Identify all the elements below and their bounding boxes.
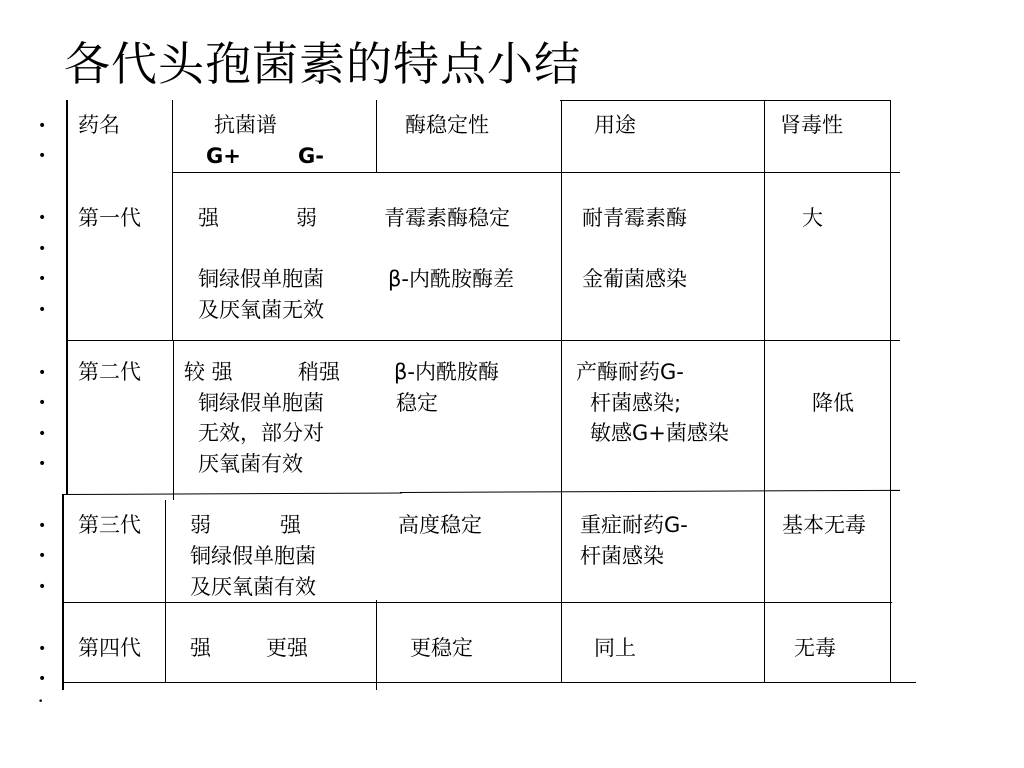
nephrotoxicity: 大 <box>802 206 823 230</box>
grid-line <box>66 100 68 494</box>
bullet: • <box>38 641 47 657</box>
header-nephrotoxicity: 肾毒性 <box>780 113 843 137</box>
grid-line <box>66 340 900 341</box>
generation-label: 第二代 <box>78 360 141 384</box>
bullet: • <box>38 671 47 687</box>
bullet: • <box>38 118 47 134</box>
enzyme-stability: 高度稳定 <box>398 513 482 537</box>
clinical-usage: 产酶耐药G- <box>576 360 684 384</box>
enzyme-stability: β-内酰胺酶 <box>394 360 499 384</box>
bullet: • <box>38 302 47 318</box>
bullet: • <box>38 395 47 411</box>
grid-line <box>62 493 402 495</box>
bullet: • <box>38 456 47 472</box>
grid-line <box>376 100 377 172</box>
spectrum-note: 及厌氧菌有效 <box>190 575 316 599</box>
bullet: • <box>38 271 47 287</box>
enzyme-stability: 青霉素酶稳定 <box>384 206 510 230</box>
spectrum-gram-negative: 稍强 <box>298 360 340 384</box>
grid-line <box>165 500 166 682</box>
enzyme-stability: β-内酰胺酶差 <box>388 267 514 291</box>
spectrum-note: 铜绿假单胞菌 <box>198 391 324 415</box>
grid-line <box>560 100 890 101</box>
bullet: • <box>38 148 47 164</box>
clinical-usage: 同上 <box>594 636 636 660</box>
clinical-usage: 耐青霉素酶 <box>582 206 687 230</box>
grid-line <box>62 494 64 690</box>
spectrum-gram-negative: 更强 <box>266 636 308 660</box>
nephrotoxicity: 无毒 <box>794 636 836 660</box>
header-gram-negative: G- <box>298 144 324 168</box>
clinical-usage: 重症耐药G- <box>580 513 688 537</box>
bullet: • <box>38 697 44 707</box>
spectrum-note: 铜绿假单胞菌 <box>190 544 316 568</box>
grid-line <box>173 340 174 500</box>
clinical-usage: 敏感G+菌感染 <box>590 421 729 445</box>
grid-line <box>890 100 891 682</box>
spectrum-gram-positive: 较 强 <box>184 360 233 384</box>
spectrum-gram-negative: 弱 <box>296 206 317 230</box>
enzyme-stability: 更稳定 <box>410 636 473 660</box>
header-gram-positive: G+ <box>206 144 241 168</box>
grid-line <box>62 602 892 603</box>
bullet: • <box>38 365 47 381</box>
spectrum-gram-negative: 强 <box>280 513 301 537</box>
bullet: • <box>38 426 47 442</box>
clinical-usage: 金葡菌感染 <box>582 267 687 291</box>
spectrum-gram-positive: 强 <box>190 636 211 660</box>
spectrum-note: 铜绿假单胞菌 <box>198 267 324 291</box>
spectrum-note: 及厌氧菌无效 <box>198 298 324 322</box>
bullet: • <box>38 548 47 564</box>
grid-line <box>561 100 562 682</box>
header-name: 药名 <box>78 113 120 137</box>
bullet: • <box>38 241 47 257</box>
bullet: • <box>38 518 47 534</box>
generation-label: 第一代 <box>78 206 141 230</box>
grid-line <box>62 682 916 683</box>
generation-label: 第四代 <box>78 636 141 660</box>
grid-line <box>400 490 900 493</box>
bullet: • <box>38 579 47 595</box>
header-spectrum: 抗菌谱 <box>214 113 277 137</box>
spectrum-gram-positive: 强 <box>198 206 219 230</box>
generation-label: 第三代 <box>78 513 141 537</box>
grid-line <box>172 172 900 173</box>
grid-line <box>764 100 765 682</box>
nephrotoxicity: 降低 <box>812 391 854 415</box>
grid-line <box>172 100 173 340</box>
spectrum-note: 无效，部分对 <box>198 421 324 445</box>
grid-line <box>376 600 377 690</box>
page-title: 各代头孢菌素的特点小结 <box>64 37 581 91</box>
spectrum-note: 厌氧菌有效 <box>198 452 303 476</box>
header-usage: 用途 <box>594 113 636 137</box>
bullet: • <box>38 210 47 226</box>
spectrum-gram-positive: 弱 <box>190 513 211 537</box>
nephrotoxicity: 基本无毒 <box>782 513 866 537</box>
enzyme-stability: 稳定 <box>396 391 438 415</box>
clinical-usage: 杆菌感染; <box>590 391 682 415</box>
header-stability: 酶稳定性 <box>405 113 489 137</box>
clinical-usage: 杆菌感染 <box>580 544 664 568</box>
